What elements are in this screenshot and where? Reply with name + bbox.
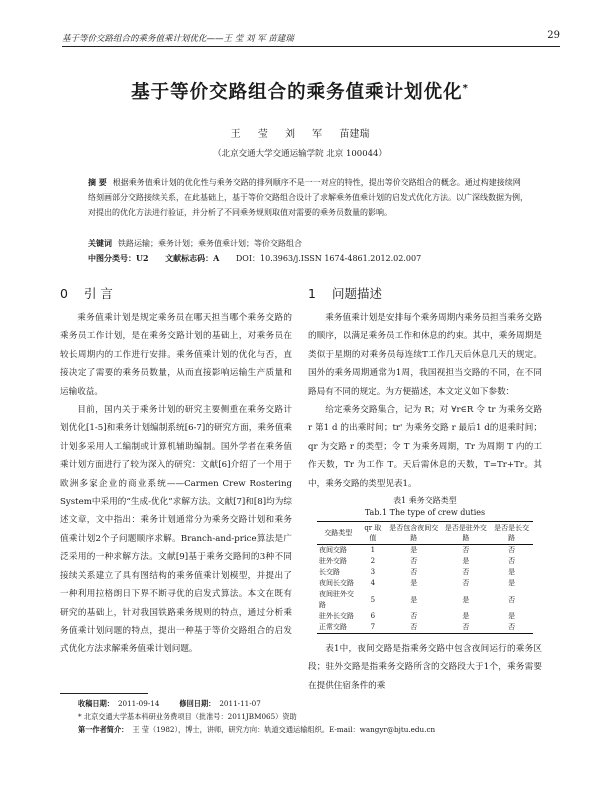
table-cell: 是 [462, 557, 470, 566]
revised-label: 修回日期： [179, 699, 216, 708]
page-number: 29 [547, 30, 560, 41]
keywords [88, 236, 528, 251]
running-title: 基于等价交路组合的乘务值乘计划优化——王 莹 刘 军 苗建瑞 [62, 34, 294, 44]
doc-code-value: A [213, 253, 220, 263]
table-row [317, 589, 533, 611]
keywords-text: 铁路运输；乘务计划；乘务值乘计划；等价交路组合 [118, 239, 302, 248]
authors: 王 莹 刘 军 苗建瑞 [230, 129, 370, 140]
footnote-dates [78, 698, 548, 709]
doc-code-group [165, 254, 219, 263]
table-row [317, 622, 533, 634]
table-cell: 否 [462, 579, 470, 588]
clc-value: U2 [136, 253, 149, 263]
article-title [0, 78, 600, 104]
table-header-row [317, 522, 533, 545]
table-cell: 3 [370, 568, 376, 577]
table-header-cell: qr 取值 [360, 522, 386, 545]
table-cell: 否 [410, 612, 418, 621]
table-cell: 夜间长交路 [319, 579, 354, 588]
table-cell: 正常交路 [317, 622, 360, 634]
section-title: 问题描述 [331, 286, 382, 301]
table-cell: 否 [386, 622, 441, 634]
table-cell: 长交路 [319, 568, 340, 577]
table-cell: 4 [370, 579, 376, 588]
received-date: 2011-09-14 [117, 699, 160, 708]
fund-mark: * [462, 82, 469, 94]
table-header-cell: 是否是长交路 [490, 522, 533, 545]
table-cell: 否 [508, 546, 516, 555]
table-cell: 是 [508, 568, 516, 577]
doc-code-label: 文献标志码： [165, 253, 214, 263]
table-header-cell: 是否是驻外交路 [441, 522, 490, 545]
clc-label: 中图分类号： [88, 253, 136, 263]
abstract-text: 根据乘务值乘计划的优化性与乘务交路的排列顺序不是一一对应的特性，提出等价交路组合的概念。通过构建接续网络刻画部分交路接续关系，在此基础上，基于等价交路组合设计了求解乘务值乘计划的启发式优化方法。以广深线数据为例，对提出的优化方法进行验证，并分析了不同乘务规则取值对需要的乘务员数量的影响。 [88, 178, 528, 217]
problem-paragraph-1: 乘务值乘计划是安排每个乘务周期内乘务员担当乘务交路的顺序，以满足乘务员工作和休息的约束。其中，乘务周期是类似于星期的对乘务员每连续T工作几天后休息几天的规定。国外的乘务周期通常为1周，我国视担当交路的不同，在不同路局有不同的规定。为方便描述，本文定义如下参数： [308, 313, 542, 397]
table-cell: 否 [490, 622, 533, 634]
intro-paragraph-2: 目前，国内关于乘务计划的研究主要侧重在乘务交路计划优化[1-5]和乘务计划编制系统[6-7]的研究方面，乘务值乘计划多采用人工编制或计算机辅助编制。国外学者在乘务值乘计划方面进行了较为深入的研究：文献[6]介绍了一个用于欧洲多家企业的商业系统——Carmen Crew Rostering System中采用的“生成-优化”求解方法。文献[7]和[8]均为综述文章，文中指出：乘务计划通常分为乘务交路计划和乘务值乘计划2个子问题顺序求解。Branch-and-price算法是广泛采用的一种求解方法。文献[9]基于乘务交路间的3种不同接续关系建立了具有图结构的乘务值乘计划模型，并提出了一种利用拉格朗日下界不断寻优的启发式算法。本文在既有研究的基础上，针对我国铁路乘务规则的特点，通过分析乘务值乘计划问题的特点，提出一种基于等价交路组合的启发式优化方法求解乘务值乘计划问题。 [60, 405, 292, 655]
section-heading-intro [60, 283, 292, 305]
table-cell: 否 [508, 557, 516, 566]
table-cell: 否 [441, 622, 490, 634]
intro-paragraph-1: 乘务值乘计划是规定乘务员在哪天担当哪个乘务交路的乘务员工作计划，是在乘务交路计划的基础上，对乘务员在较长周期内的工作进行安排。乘务值乘计划的优化与否，直接决定了需要的乘务员数量，从而直接影响运输生产质量和运输收益。 [60, 313, 292, 397]
table-cell: 6 [370, 612, 376, 621]
table-cell: 是 [462, 612, 470, 621]
problem-paragraph-2: 给定乘务交路集合，记为 R；对 ∀r∈R 令 tr 为乘务交路 r 第1 d 的出乘时间；tr' 为乘务交路 r 最后1 d的退乘时间；qr 为交路 r 的类型；令 T 为乘务周期，Tr 为周期 T 内的工作天数，Tr 为工作 T。天后需休息的天数，T=Tr+Tr。其中，乘务交路的类型见表1。 [308, 405, 542, 489]
section-number: 1 [308, 286, 316, 301]
abstract [88, 175, 528, 220]
table-cell: 7 [360, 622, 386, 634]
section-title: 引 言 [83, 286, 113, 301]
table-cell: 是 [410, 595, 418, 604]
clc-group [88, 254, 149, 263]
section-heading-problem [308, 283, 542, 305]
left-column [60, 283, 292, 659]
classification [88, 251, 528, 266]
section-number: 0 [60, 286, 68, 301]
table-row [317, 578, 533, 589]
table-cell: 否 [410, 568, 418, 577]
footnote-rule [60, 693, 148, 694]
table-row [317, 611, 533, 622]
table-cell: 夜间驻外交路 [319, 590, 354, 610]
running-header [62, 30, 560, 47]
table-caption-en: Tab.1 The type of crew duties [364, 508, 486, 518]
article-title-text: 基于等价交路组合的乘务值乘计划优化 [131, 82, 463, 103]
table-row [317, 567, 533, 578]
keywords-label: 关键词 [88, 238, 112, 248]
table-cell: 是 [410, 546, 418, 555]
table-cell: 否 [508, 595, 516, 604]
table-header-cell: 是否包含夜间交路 [386, 522, 441, 545]
table-cell: 2 [370, 557, 376, 566]
table-row [317, 556, 533, 567]
table-cell: 是 [508, 579, 516, 588]
table-cell: 5 [370, 595, 376, 604]
table-cell: 驻外交路 [319, 557, 347, 566]
affiliation: （北京交通大学交通运输学院 北京 100044） [213, 149, 387, 159]
table-caption: 表1 乘务交路类型 [393, 496, 457, 506]
table-cell: 是 [410, 579, 418, 588]
revised-date: 2011-11-07 [219, 699, 261, 708]
table-cell: 1 [370, 546, 376, 555]
table-cell: 否 [462, 568, 470, 577]
footnote-fund: * 北京交通大学基本科研业务费项目（批准号：2011JBM065）资助 [78, 712, 297, 721]
table-cell: 是 [508, 612, 516, 621]
doi: DOI：10.3963/j.ISSN 1674-4861.2012.02.007 [235, 254, 422, 263]
author-label: 第一作者简介： [78, 725, 129, 734]
received-label: 收稿日期： [78, 699, 114, 708]
right-column [308, 283, 542, 695]
table-cell: 驻外长交路 [319, 612, 354, 621]
table-cell: 否 [462, 546, 470, 555]
problem-paragraph-3: 表1中，夜间交路是指乘务交路中包含夜间运行的乘务区段；驻外交路是指乘务交路所含的交路段大于1个，乘务需要在提供住宿条件的乘 [308, 644, 542, 691]
table-header-cell: 交路类型 [317, 522, 360, 545]
table-cell: 否 [410, 557, 418, 566]
author-info: 王 莹（1982），博士，讲师，研究方向：轨道交通运输组织。E-mail：wangyr@bjtu.edu.cn [132, 725, 436, 734]
table-cell: 是 [462, 595, 470, 604]
table-row [317, 545, 533, 557]
crew-duty-type-table [317, 521, 533, 634]
table-cell: 夜间交路 [319, 546, 347, 555]
footnote-author [78, 724, 548, 735]
abstract-label: 摘 要 [88, 177, 107, 187]
